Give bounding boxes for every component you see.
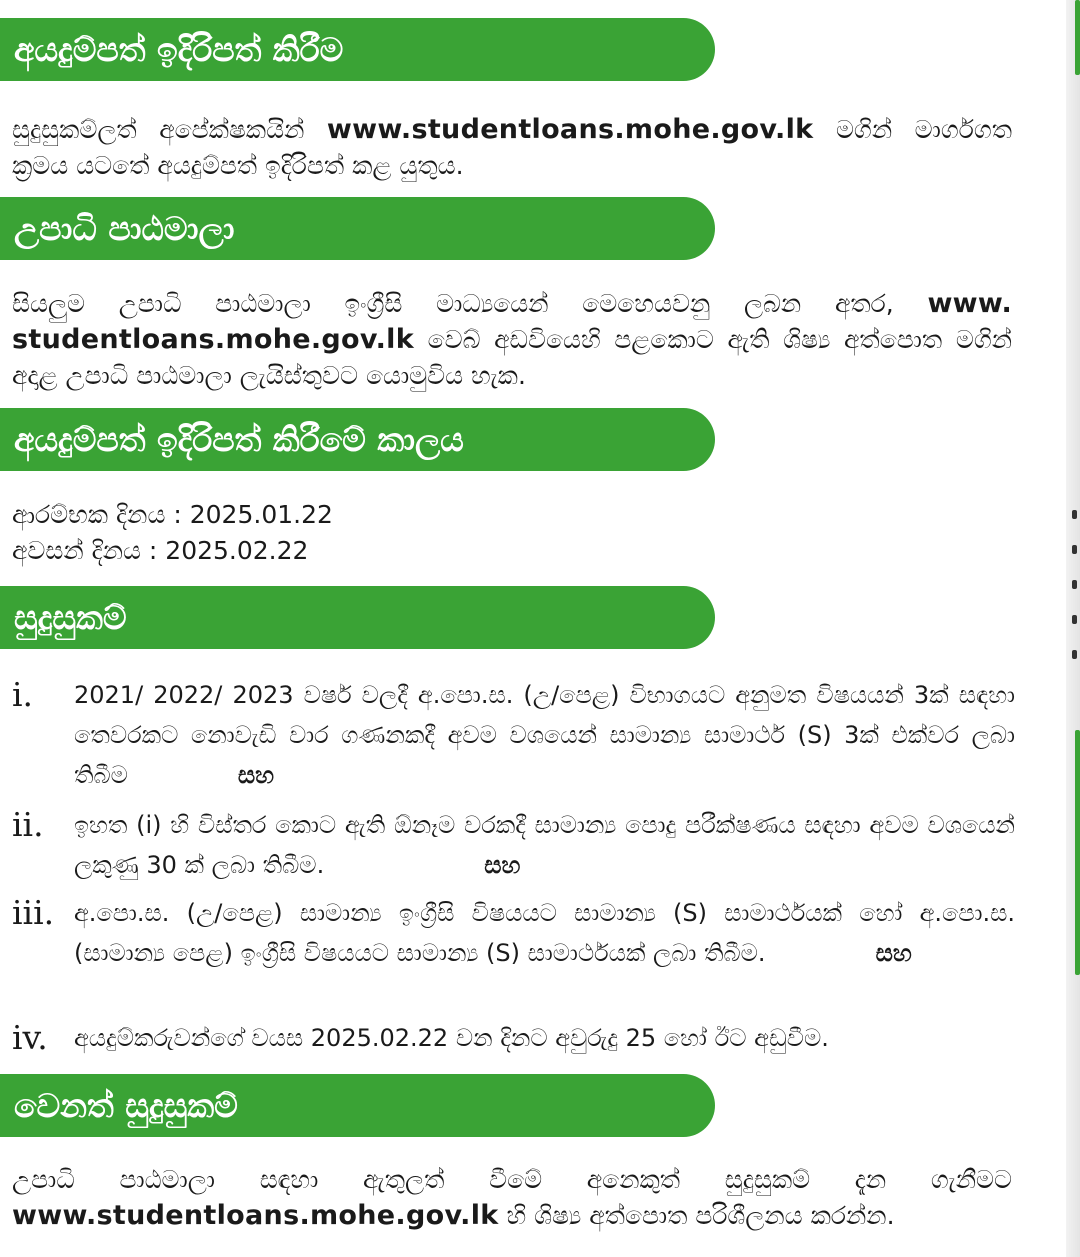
item-body: අයදුම්කරුවන්ගේ වයස 2025.02.22 වන දිනට අවුරුදු 25 හෝ ඊට අඩුවීම. bbox=[74, 1024, 829, 1052]
apply-text-before: සුදුසුකම්ලත් අපේක්ෂකයින් bbox=[12, 115, 327, 144]
and-conjunction: සහ bbox=[484, 851, 521, 879]
item-body: අ.පො.ස. (උ/පෙළ) සාමාන්‍ය ඉංග්‍රීසි විෂයයට සාමාන්‍ය (S) සාමාර්ථයක් හෝ අ.පො.ස. (සාමාන්‍ය පෙළ) ඉංග්‍රීසි විෂයයට සාමාන්‍ය (S) සාමාර්ථයක් ලබා තිබීම. bbox=[74, 899, 1015, 967]
other-text-before: උපාධි පාඨමාලා සඳහා ඇතුලත් වීමේ අනෙකුත් සුදුසුකම් දැන ගැනීමට bbox=[12, 1165, 1012, 1194]
item-numeral: iii. bbox=[12, 893, 55, 932]
item-text bbox=[74, 1018, 1015, 1058]
courses-paragraph bbox=[12, 286, 1012, 394]
item-body: 2021/ 2022/ 2023 වර්ෂ වලදී අ.පො.ස. (උ/පෙළ) විභාගයට අනුමත විෂයයන් 3ක් සඳහා තෙවරකට නොවැඩි වාර ගණනකදී අවම වශයෙන් සාමාන්‍ය සාමාර්ථ (S) 3ක් එක්වර ලබා තිබීම bbox=[74, 681, 1015, 789]
item-text bbox=[74, 805, 1015, 885]
period-block bbox=[12, 497, 1012, 569]
other-text-after: හි ශිෂ්‍ය අත්පොත පරිශීලනය කරන්න. bbox=[498, 1201, 895, 1230]
end-date-label: අවසන් දිනය : bbox=[12, 536, 166, 565]
section-heading-qualifications: සුදුසුකම් bbox=[0, 586, 715, 649]
section-heading-other: වෙනත් සුදුසුකම් bbox=[0, 1074, 715, 1137]
and-conjunction: සහ bbox=[875, 939, 912, 967]
other-paragraph bbox=[12, 1162, 1012, 1234]
edge-mark bbox=[1072, 545, 1077, 554]
section-heading-apply: අයදුම්පත් ඉදිරිපත් කිරීම bbox=[0, 18, 715, 81]
item-body: ඉහත (i) හි විස්තර කොට ඇති ඕනෑම වරකදී සාමාන්‍ය පොදු පරීක්ෂණය සඳහා අවම වශයෙන් ලකුණු 30 ක් ලබා තිබීම. bbox=[74, 811, 1015, 879]
item-text bbox=[74, 893, 1015, 973]
end-date-line bbox=[12, 533, 1012, 569]
item-numeral: iv. bbox=[12, 1018, 48, 1057]
start-date-value: 2025.01.22 bbox=[189, 500, 333, 529]
courses-url-link[interactable]: www. studentloans.mohe.gov.lk bbox=[12, 288, 1012, 355]
other-url-link[interactable]: www.studentloans.mohe.gov.lk bbox=[12, 1200, 499, 1231]
edge-mark bbox=[1072, 615, 1077, 624]
section-heading-period: අයදුම්පත් ඉදිරිපත් කිරීමේ කාලය bbox=[0, 408, 715, 471]
and-conjunction: සහ bbox=[237, 761, 275, 789]
edge-mark bbox=[1072, 510, 1077, 519]
start-date-label: ආරම්භක දිනය : bbox=[12, 500, 190, 529]
start-date-line bbox=[12, 497, 1012, 533]
edge-mark bbox=[1072, 650, 1077, 659]
courses-text-before: සියලුම උපාධි පාඨමාලා ඉංග්‍රීසි මාධ්‍යයෙන් මෙහෙයවනු ලබන අතර, bbox=[12, 289, 928, 318]
apply-url-link[interactable]: www.studentloans.mohe.gov.lk bbox=[326, 114, 814, 145]
edge-green-bar bbox=[1075, 730, 1080, 975]
apply-paragraph bbox=[12, 112, 1012, 184]
courses-text-after: වෙබ් අඩවියෙහි පළකොට ඇති ශිෂ්‍ය අත්පොත මගින් අදාළ උපාධි පාඨමාලා ලැයිස්තුවට යොමුවිය හැක. bbox=[12, 325, 1012, 390]
page-edge bbox=[1066, 0, 1080, 1257]
edge-green-bar bbox=[1075, 0, 1080, 75]
section-heading-courses: උපාධි පාඨමාලා bbox=[0, 197, 715, 260]
edge-mark bbox=[1072, 580, 1077, 589]
item-numeral: ii. bbox=[12, 805, 44, 844]
item-text bbox=[74, 675, 1015, 795]
item-numeral: i. bbox=[12, 675, 34, 714]
end-date-value: 2025.02.22 bbox=[165, 536, 309, 565]
apply-text-after: මගින් මාර්ගගත ක්‍රමය යටතේ අයදුම්පත් ඉදිරිපත් කළ යුතුය. bbox=[12, 115, 1012, 180]
